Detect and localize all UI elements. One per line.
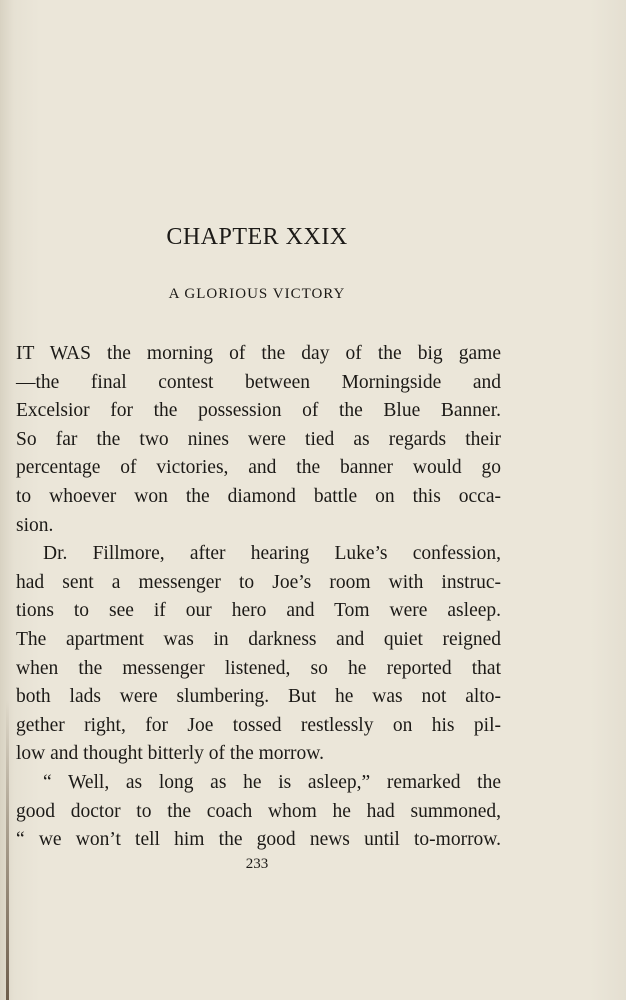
- text-line: “ we won’t tell him the good news until to-morrow.: [16, 829, 501, 851]
- text-line: So far the two nines were tied as regards their: [16, 428, 501, 450]
- text-line: —the final contest between Morningside and: [16, 371, 501, 393]
- text-line: percentage of victories, and the banner would go: [16, 457, 501, 479]
- text-line: to whoever won the diamond battle on this occa-: [16, 485, 501, 507]
- text-line: IT WAS the morning of the day of the big game: [16, 343, 501, 364]
- text-line: both lads were slumbering. But he was not alto-: [16, 686, 501, 708]
- text-line: “ Well, as long as he is asleep,” remarked the: [43, 771, 501, 793]
- text-line: low and thought bitterly of the morrow.: [16, 743, 324, 765]
- body-text: [16, 340, 501, 855]
- text-line: The apartment was in darkness and quiet reigned: [16, 628, 501, 650]
- page-number: 233: [245, 856, 269, 872]
- text-line: gether right, for Joe tossed restlessly on his pil-: [16, 714, 501, 736]
- text-line: Excelsior for the possession of the Blue Banner.: [16, 400, 501, 422]
- text-line: when the messenger listened, so he reported that: [16, 657, 501, 679]
- text-line: good doctor to the coach whom he had summoned,: [16, 800, 501, 822]
- chapter-title: CHAPTER XXIX: [166, 224, 348, 250]
- chapter-subtitle: A GLORIOUS VICTORY: [168, 286, 346, 302]
- text-line: Dr. Fillmore, after hearing Luke’s confession,: [43, 543, 501, 565]
- page-edge-shadow: [6, 700, 9, 1000]
- text-line: tions to see if our hero and Tom were asleep.: [16, 600, 501, 622]
- text-line: had sent a messenger to Joe’s room with instruc-: [16, 571, 501, 593]
- text-line: sion.: [16, 514, 54, 536]
